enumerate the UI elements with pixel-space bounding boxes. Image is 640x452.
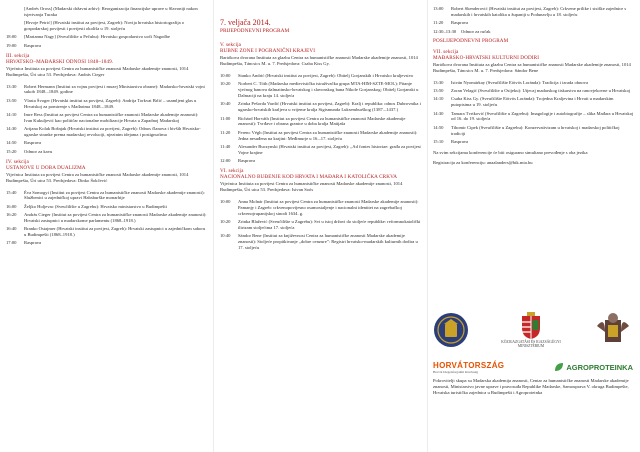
column-3 xyxy=(427,0,640,452)
day-subtitle: PRIJEPODNEVNI PROGRAM xyxy=(220,28,290,34)
list-item: 11:20 Rasprava xyxy=(433,20,469,26)
section-number: VII. sekcija xyxy=(433,48,459,55)
section-venue: Vijećnica Instituta za povijest Centra za humanističke znanosti Madarske akademije znanosti, 1014 Budimpešta, Úri utca 53. Predsjedava: Istvan Soós xyxy=(220,181,403,193)
list-item: [Andrés Oross] (Madarski državni arhiv): Reorganizacija financijske uprave u Slavoniji nakon isjerivanja Turaka xyxy=(24,6,198,17)
list-item: 12:00 Rasprava xyxy=(220,158,256,164)
section-number: III. sekcija xyxy=(6,52,30,59)
list-item: 13:50 Vlasta Švoger (Hrvatski institut za povijest, Zagreb): Andrija Torkvat Brlić – usamljeni glas u Hrvatskoj za pomirenje s Mađarima 1848.–1849. xyxy=(6,97,197,109)
logo-row-2 xyxy=(433,358,633,376)
list-item: 10:40 Sándor Bene (Institut za književnost Centra za humanističke znanosti Madarske akademije znanosti): Stoljeće propitkivanje „dobre cenzure”: Registri hrvatsko-madarskih kulturnih dodira u 17. stoljeću xyxy=(220,233,418,250)
list-item: 14:10 Imre Ress (Institut za povijest Centra za humanističke znanosti Madarske akademije znanosti): Ivan Kukuljević kao političar nacionalne mobilizacije Hrvata u Zapadnoj Madarskoj xyxy=(6,111,199,123)
leaf-icon xyxy=(554,362,564,372)
coat-of-arms-icon xyxy=(520,312,542,340)
section6-list xyxy=(220,199,421,251)
list-item: 10:20 Norbert C. Tóth (Madarska medievistička istraživačka grupa MTA-HIM-SZTE-MOL): Pitanje vjećnog banova dalmatinsko-hrvatskog i slavonskog bana Nikole Gorjanskog; Obitelj Gorjanski u Dalmaciji na kraju 14. stoljeća xyxy=(220,81,419,98)
list-item: 14:50 Tihomir Cipek (Sveučilište u Zagrebu): Konzervativizam u hrvatskoj i madarskoj političkoj tradiciji xyxy=(433,124,620,136)
list-item: 16:20 András Cieger (Institut za povijest Centra za humanističke znanosti Madarske akademije znanosti): Hrvatski zastupnici u madarskome parlamentu (1868–1918.) xyxy=(6,212,207,223)
translation-note: Na svim sekcijama konferencije će biti osigurano simultano prevođenje s oba jezika xyxy=(433,149,588,155)
list-item: 18:00 [Marianna Nagy] (Sveučilište u Pečuhu): Hrvatsko gospodarstvo uoči Nagodbe xyxy=(6,34,170,40)
registration-note: Registracija za konferenciju: anaalanders@btk.mta.hu xyxy=(433,159,533,165)
section4-list xyxy=(6,190,207,247)
academy-seal-logo xyxy=(433,312,469,348)
section3-list xyxy=(6,84,207,155)
ministry-logo xyxy=(496,312,566,348)
list-item: 13:30 Robert Hermann (Institut za vojnu povijest i muzej Ministarstva obrane): Madarsko-hrvatski vojni sukob 1848.–1849. godine xyxy=(6,83,205,95)
list-item: [Hrvoje Petrić] (Hrvatski institut za povijest, Zagreb): Novija hrvatska historiografija o gospodarskoj povijesti i povijesti okoliša u 19. stoljeću xyxy=(24,20,185,31)
heraldic-logo xyxy=(593,312,633,348)
list-item: 11:00 Richárd Horváth (Institut za povijest Centra za humanističke znanosti Madarske akademije znanosti): Tvrđave i obrana granice u doba kralja Matijaša xyxy=(220,115,406,127)
agroproteinka-logo: AGROPROTEINKA xyxy=(554,362,633,372)
list-item: 14:30 Tamara Tvrtković (Sveučilište u Zagrebu): Imagologije i autobiografije – slika Mađara u Hrvatskoj od 16. do 19. stoljeća xyxy=(433,110,634,122)
section-venue: Vijećnica Instituta za povijest Centra za humanističke znanosti Madarske akademije znanosti, 1014 Budimpešta, Úri utca 53. Predsjedava: Dinko Šokčević xyxy=(6,171,189,183)
section-venue: Vijećnica Instituta za povijest Centra za humanističke znanosti Madarske akademije znanosti, 1014 Budimpešta, Úri utca 53. Predsjedava: András Cieger xyxy=(6,65,189,77)
list-item: 19:00 Rasprava xyxy=(6,42,42,48)
section7-list xyxy=(433,80,634,145)
column-1 xyxy=(0,0,213,452)
list-item: 10:20 Zrinka Blažević (Sveučilište u Zagrebu): Svi u istoj državi do stoljeće republike: reformnokatolički ilirizam stoljećima 17. stoljeća xyxy=(220,218,421,230)
list-item: 13:00 Robert Skenderović (Hrvatski institut za povijest, Zagreb): Crkvene prilike i stsiške zajednice s madarskih i hrvatskih katolika u županiji u Podunavlju u 18. stoljeću xyxy=(433,6,627,17)
list-item: 15:40 Éva Somogyi (Institut za povijest Centra za humanističke znanosti Madarske akademije znanosti): Službenici u zajedničkoj upravi Habsburške monarhije xyxy=(6,189,205,201)
list-item: 10:00 Anna Molnár (Institut za povijest Centra za humanističke znanosti Madarske akademije znanosti): Pamanjy i Zagreb: crkvenopovijesno osamostaljenje i nacionalni identitet na zagrebačkoj crkvenojrupanijskoj sinodi 1634. g. xyxy=(220,198,419,216)
section-heading: MAĐARSKO-HRVATSKI KULTURNI DODIRI xyxy=(433,54,540,61)
list-item: 15:10 Rasprava xyxy=(433,138,469,144)
list-item: 16:40 Branko Ostajmer (Hrvatski institut za povijest, Zagreb): Hrvatski zastupnici u zajedničkom saboru u Budimpešti (1868–1918.) xyxy=(6,226,206,238)
list-item: 11:40 Alexander Buczynski (Hrvatski institut za povijest, Zagreb): „Ad fontes historiae: građa za povijest Vojne krajine xyxy=(220,143,421,155)
logo-row xyxy=(433,304,633,356)
section-heading: USTANOVE U DOBA DUALIZMA xyxy=(6,164,86,171)
section-heading: RUBNE ZONE I POGRANIČNI KRAJEVI xyxy=(220,48,316,55)
col1-top-list xyxy=(6,6,207,49)
afternoon-heading: POSLIJEPODNEVNI PROGRAM xyxy=(433,38,509,45)
list-item: 12:30–13:30 Odmor za ručak xyxy=(433,28,491,34)
col3-top-list xyxy=(433,6,634,34)
section-venue: Bartókova dvorana Instituta za glazbu Centra za humanističke znanosti Madarske akademije znanosti, 1014 Budimpešta, Táncsics M. u. 7. Predsjedava: Sándor Bene xyxy=(433,61,631,73)
sponsors-note: Pokrovitelji skupa su Madarska akademija znanosti, Centar za humanističke znanosti Madarske akademije znanosti, Ministarstvo javne uprave i pravosuđa Republike Madarske, Samouprava V. okruga Budimpešte, Hrvatska turistička zajednica u Budimpešti i Agroproteinka xyxy=(433,378,629,395)
section-number: IV. sekcija xyxy=(6,158,29,165)
section-heading: HRVATSKO–MAĐARSKI ODNOSI 1848–1849. xyxy=(6,58,114,65)
horvatorszag-logo: HORVÁTORSZÁG Horvát Idegenforgalmi Közösség xyxy=(433,360,505,374)
list-item: 13:30 István Nyomárkay (Sveučilište Eötvös Loránda): Tradicija i izrada obnova xyxy=(433,79,589,85)
list-item: 13:50 Zoran Velagić (Sveučilište u Osijeku): Utjecaj madarskog tiskarstva na ranovjekovne u Hrvatskoj xyxy=(433,87,631,93)
list-item: 14:50 Rasprava xyxy=(6,140,42,146)
list-item: 14:30 Arijana Kolak Bošnjak (Hrvatski institut za povijest, Zagreb): Odnos članova i bivših Hrvatsko-ugarske stranke prema madarskoj revoluciji, njezinim idejama i postignućima xyxy=(6,126,201,137)
list-item: 15:20 Odmor za kavu xyxy=(6,148,53,154)
list-item: 10:40 Zrinka Pešorda Vardić (Hrvatski institut za povijest, Zagreb): Kralj i republika: odnos Dubrovnika i ugarsko-hrvatskih kraljeva u vrijeme kralja Sigismunda Luksemburškog (1387.–1437.) xyxy=(220,101,421,113)
section-venue: Bartókova dvorana Instituta za glazbu Centra za humanističke znanosti Madarske akademije znanosti, 1014 Budimpešta, Táncsics M. u. 7. Predsjedava: Csaba Kiss Gy. xyxy=(220,55,418,67)
list-item: 10:00 Stanko Andrić (Hrvatski institut za povijest, Zagreb): Obitelj Gorjanskih i Hrvatsko kraljevstvo xyxy=(220,73,414,78)
section-number: VI. sekcija xyxy=(220,167,244,174)
list-item: 14:10 Csaba Kiss Gy. (Sveučilište Eötvös Loránda): Trojedna Kraljevina i Hrvati u madarskim putopisima u 19. stoljeću xyxy=(433,96,614,108)
section5-list xyxy=(220,73,421,164)
page-title: 7. veljača 2014. xyxy=(220,18,271,27)
column-2 xyxy=(214,0,427,452)
list-item: 16:00 Željko Holjevac (Sveučilište u Zagrebu): Hrvatsko ministarstvo u Budimpešti xyxy=(6,203,167,209)
ministry-caption: KÖZIGAZGATÁSI ÉS IGAZSÁGÜGYI MINISZTÉRIUM xyxy=(501,339,561,348)
list-item: 11:20 Ferenc Végh (Institut za povijest Centra za humanističke znanosti Madarske akademije znanosti): Jedna nesuđena na krajini: Međimurje u 16.–17. stoljeću xyxy=(220,129,418,141)
list-item: 17:00 Rasprava xyxy=(6,240,42,246)
section-number: V. sekcija xyxy=(220,42,242,48)
section-heading: NACIONALNO BUĐENJE KOD HRVATA I MAĐARA I KATOLIČKA CRKVA xyxy=(220,174,398,181)
